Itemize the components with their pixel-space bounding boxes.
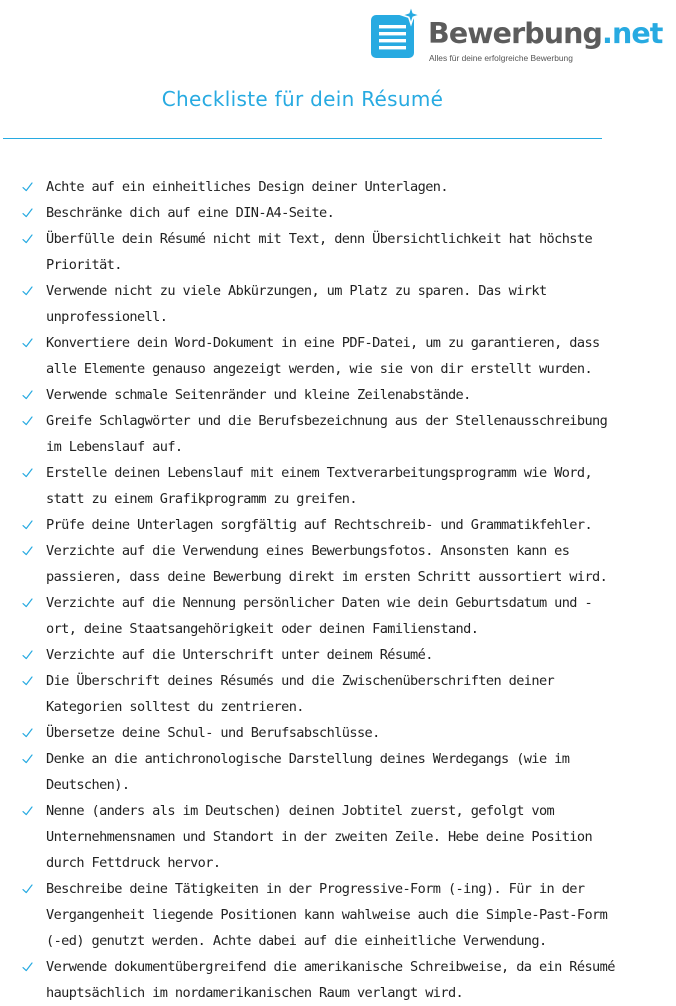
document-list-icon — [370, 6, 422, 58]
checkmark-icon — [22, 806, 33, 816]
checklist-item-text: Greife Schlagwörter und die Berufsbezeichnung aus der Stellenausschreibung im Lebenslauf auf. — [46, 413, 608, 455]
checkmark-icon — [22, 468, 33, 478]
brand-logo — [368, 2, 674, 66]
checkmark-icon — [22, 520, 33, 530]
checklist-item-text: Überfülle dein Résumé nicht mit Text, denn Übersichtlichkeit hat höchste Priorität. — [46, 231, 593, 273]
checkmark-icon — [22, 286, 33, 296]
checklist-item — [18, 746, 618, 798]
checklist-item-text: Beschreibe deine Tätigkeiten in der Progressive-Form (-ing). Für in der Vergangenheit liegende Positionen kann wahlweise auch die Simple-Past-Form (-ed) genutzt werden. Achte dabei auf die einheitliche Verwendung. — [46, 881, 608, 949]
checkmark-icon — [22, 598, 33, 608]
checklist-item — [18, 330, 618, 382]
checkmark-icon — [22, 338, 33, 348]
checklist-item-text: Denke an die antichronologische Darstellung deines Werdegangs (wie im Deutschen). — [46, 751, 570, 793]
checkmark-icon — [22, 182, 33, 192]
brand-name-main: Bewerbung — [428, 17, 603, 50]
checklist-item — [18, 720, 618, 746]
checklist-item-text: Verwende schmale Seitenränder und kleine Zeilenabstände. — [46, 387, 471, 403]
checklist-item-text: Übersetze deine Schul- und Berufsabschlüsse. — [46, 725, 380, 741]
checklist-item-text: Die Überschrift deines Résumés und die Zwischenüberschriften deiner Kategorien solltest du zentrieren. — [46, 673, 555, 715]
checkmark-icon — [22, 650, 33, 660]
checkmark-icon — [22, 754, 33, 764]
checklist-item — [18, 954, 618, 1006]
checkmark-icon — [22, 884, 33, 894]
brand-tagline: Alles für deine erfolgreiche Bewerbung — [429, 53, 573, 63]
checklist-item-text: Erstelle deinen Lebenslauf mit einem Textverarbeitungsprogramm wie Word, statt zu einem Grafikprogramm zu greifen. — [46, 465, 593, 507]
checkmark-icon — [22, 728, 33, 738]
checklist-item — [18, 642, 618, 668]
checklist-item — [18, 460, 618, 512]
page-title: Checkliste für dein Résumé — [161, 87, 444, 111]
checklist-item-text: Konvertiere dein Word-Dokument in eine PDF-Datei, um zu garantieren, dass alle Elemente genauso angezeigt werden, wie sie von dir erstellt wurden. — [46, 335, 600, 377]
checklist-item-text: Verzichte auf die Verwendung eines Bewerbungsfotos. Ansonsten kann es passieren, dass deine Bewerbung direkt im ersten Schritt aussortiert wird. — [46, 543, 608, 585]
checklist-item-text: Verwende nicht zu viele Abkürzungen, um Platz zu sparen. Das wirkt unprofessionell. — [46, 283, 547, 325]
checkmark-icon — [22, 234, 33, 244]
brand-name-tld: .net — [602, 17, 663, 50]
checklist-item-text: Nenne (anders als im Deutschen) deinen Jobtitel zuerst, gefolgt vom Unternehmensnamen und Standort in der zweiten Zeile. Hebe deine Position durch Fettdruck hervor. — [46, 803, 593, 871]
checklist-item — [18, 798, 618, 876]
brand-name — [428, 16, 663, 52]
checklist-item — [18, 668, 618, 720]
checklist-item — [18, 382, 618, 408]
checkmark-icon — [22, 676, 33, 686]
checklist-item-text: Verzichte auf die Nennung persönlicher Daten wie dein Geburtsdatum und -ort, deine Staatsangehörigkeit oder deinen Familienstand. — [46, 595, 593, 637]
checklist-item-text: Verwende dokumentübergreifend die amerikanische Schreibweise, da ein Résumé hauptsächlich im nordamerikanischen Raum verlangt wird. — [46, 959, 615, 1001]
checkmark-icon — [22, 416, 33, 426]
checklist-item — [18, 876, 618, 954]
checkmark-icon — [22, 208, 33, 218]
checklist-item-text: Beschränke dich auf eine DIN-A4-Seite. — [46, 205, 335, 221]
checkmark-icon — [22, 390, 33, 400]
checklist-item — [18, 408, 618, 460]
title-divider — [3, 138, 602, 139]
checklist-item — [18, 590, 618, 642]
checklist-item — [18, 512, 618, 538]
checklist-item — [18, 538, 618, 590]
checklist — [18, 174, 618, 1006]
checklist-item-text: Prüfe deine Unterlagen sorgfältig auf Rechtschreib- und Grammatikfehler. — [46, 517, 593, 533]
checkmark-icon — [22, 546, 33, 556]
checklist-item-text: Achte auf ein einheitliches Design deiner Unterlagen. — [46, 179, 448, 195]
checklist-item-text: Verzichte auf die Unterschrift unter deinem Résumé. — [46, 647, 433, 663]
checklist-item — [18, 226, 618, 278]
checklist-item — [18, 174, 618, 200]
checkmark-icon — [22, 962, 33, 972]
checklist-item — [18, 278, 618, 330]
checklist-item — [18, 200, 618, 226]
